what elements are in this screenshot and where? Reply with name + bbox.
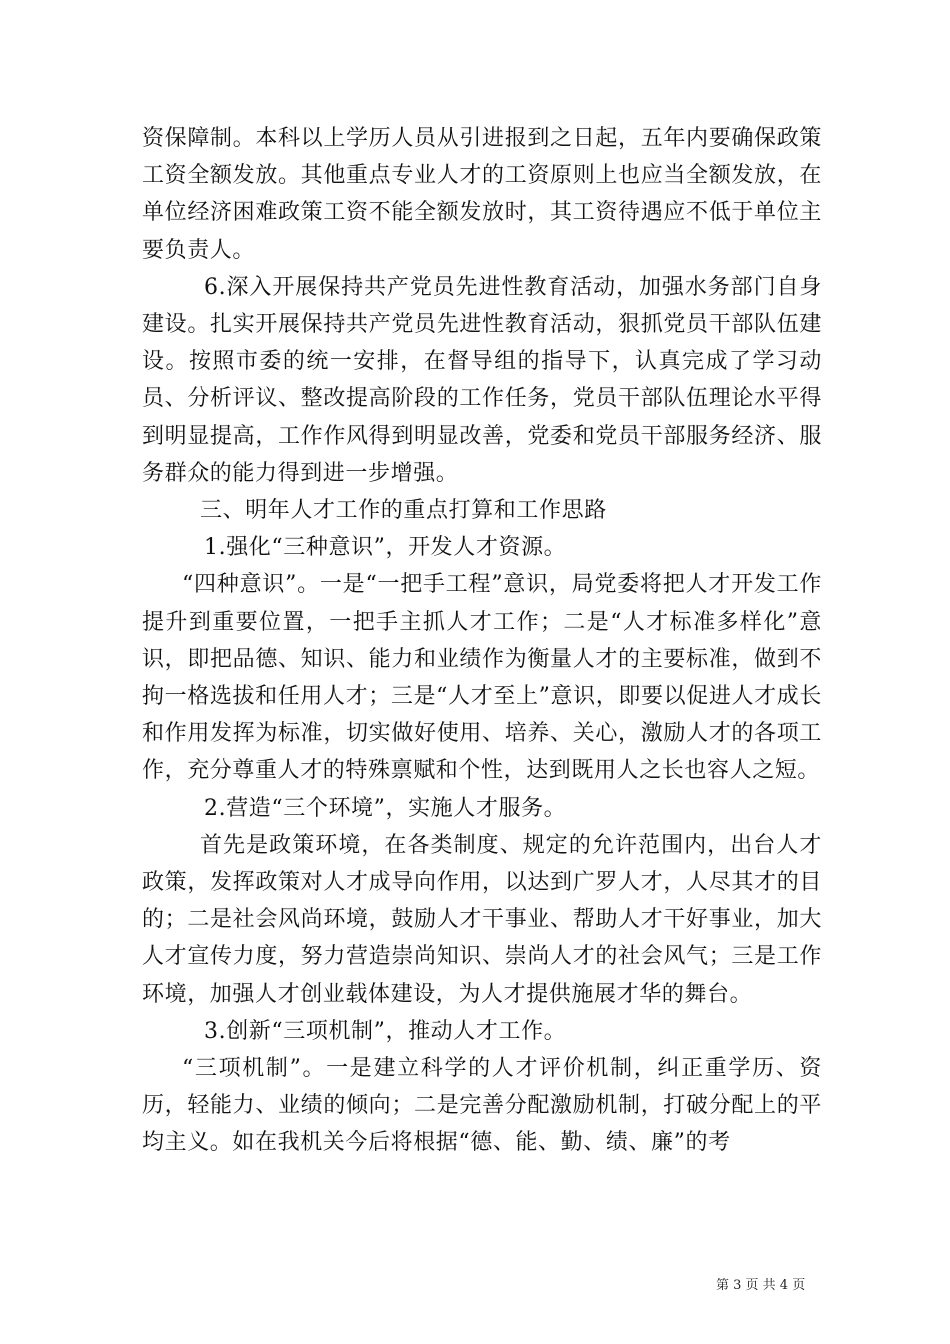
paragraph-three-mechanisms: “三项机制”。一是建立科学的人才评价机制，纠正重学历、资历，轻能力、业绩的倾向；二是完善分配激励机制，打破分配上的平均主义。如在我机关今后将根据“德、能、勤、绩、廉”的考 bbox=[142, 1056, 822, 1156]
page-number-footer: 第 3 页 共 4 页 bbox=[716, 1278, 806, 1293]
subheading-item-2: 2.营造“三个环境”，实施人才服务。 bbox=[204, 795, 567, 821]
paragraph-three-environments: 首先是政策环境，在各类制度、规定的允许范围内，出台人才政策，发挥政策对人才成导向作用，以达到广罗人才，人尽其才的目的；二是社会风尚环境，鼓励人才干事业、帮助人才干好事业，加大人才宣传力度，努力营造崇尚知识、崇尚人才的社会风气；三是工作环境，加强人才创业载体建设，为人才提供施展才华的舞台。 bbox=[142, 832, 822, 1007]
section-heading-3: 三、明年人才工作的重点打算和工作思路 bbox=[200, 498, 607, 524]
document-body bbox=[142, 120, 822, 1162]
paragraph-four-awareness: “四种意识”。一是“一把手工程”意识，局党委将把人才开发工作提升到重要位置，一把手主抓人才工作；二是“人才标准多样化”意识，即把品德、知识、能力和业绩作为衡量人才的主要标准，做到不拘一格选拔和任用人才；三是“人才至上”意识，即要以促进人才成长和作用发挥为标准，切实做好使用、培养、关心，激励人才的各项工作，充分尊重人才的特殊禀赋和个性，达到既用人之长也容人之短。 bbox=[142, 572, 822, 784]
subheading-item-3: 3.创新“三项机制”，推动人才工作。 bbox=[204, 1018, 567, 1044]
paragraph-salary-guarantee: 资保障制。本科以上学历人员从引进报到之日起，五年内要确保政策工资全额发放。其他重点专业人才的工资原则上也应当全额发放，在单位经济困难政策工资不能全额发放时，其工资待遇应不低于单位主要负责人。 bbox=[142, 126, 822, 263]
subheading-item-1: 1.强化“三种意识”，开发人才资源。 bbox=[204, 535, 567, 561]
paragraph-item-6: 6.深入开展保持共产党员先进性教育活动，加强水务部门自身建设。扎实开展保持共产党员先进性教育活动，狠抓党员干部队伍建设。按照市委的统一安排，在督导组的指导下，认真完成了学习动员、分析评议、整改提高阶段的工作任务，党员干部队伍理论水平得到明显提高，工作作风得到明显改善，党委和党员干部服务经济、服务群众的能力得到进一步增强。 bbox=[142, 274, 822, 486]
